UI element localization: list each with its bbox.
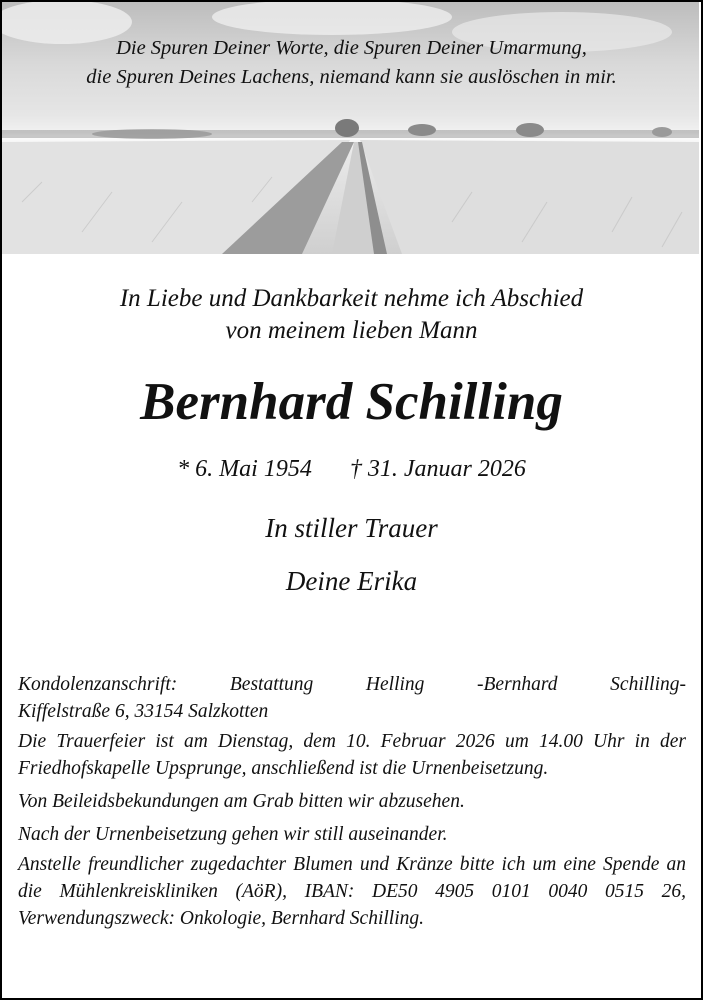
obituary-details [18,671,686,938]
farewell-intro [0,283,703,347]
deceased-name: Bernhard Schilling [140,373,563,431]
condolence-line-1: Kondolenzanschrift: Bestattung Helling -Bernhard Schilling- [18,674,686,695]
quote-line-2: die Spuren Deines Lachens, niemand kann sie auslöschen in mir. [86,66,617,88]
condolence-address [18,671,686,725]
quote-line-1: Die Spuren Deiner Worte, die Spuren Deiner Umarmung, [116,37,587,59]
after-burial-note: Nach der Urnenbeisetzung gehen wir still auseinander. [18,824,448,845]
intro-line-2: von meinem lieben Mann [225,317,478,344]
signature: Deine Erika [285,566,418,596]
donation-request: Anstelle freundlicher zugedachter Blumen und Kränze bitte ich um eine Spende an die Mühlenkreiskliniken (AöR), IBAN: DE50 4905 0101 0040 0515 26, Verwendungszweck: Onkologie, Bernhard Schilling. [18,854,686,929]
death-date: † 31. Januar 2026 [349,456,526,482]
intro-line-1: In Liebe und Dankbarkeit nehme ich Abschied [119,285,584,312]
condolence-line-2: Kiffelstraße 6, 33154 Salzkotten [18,701,269,722]
birth-date: * 6. Mai 1954 [177,456,312,482]
no-condolences-note: Von Beileidsbekundungen am Grab bitten wir abzusehen. [18,791,465,812]
life-dates [0,454,703,484]
mourning-phrase: In stiller Trauer [265,513,438,543]
memorial-quote [0,34,703,92]
funeral-info: Die Trauerfeier ist am Dienstag, dem 10. Februar 2026 um 14.00 Uhr in der Friedhofskapelle Upsprunge, anschließend ist die Urnenbeisetzung. [18,731,686,779]
